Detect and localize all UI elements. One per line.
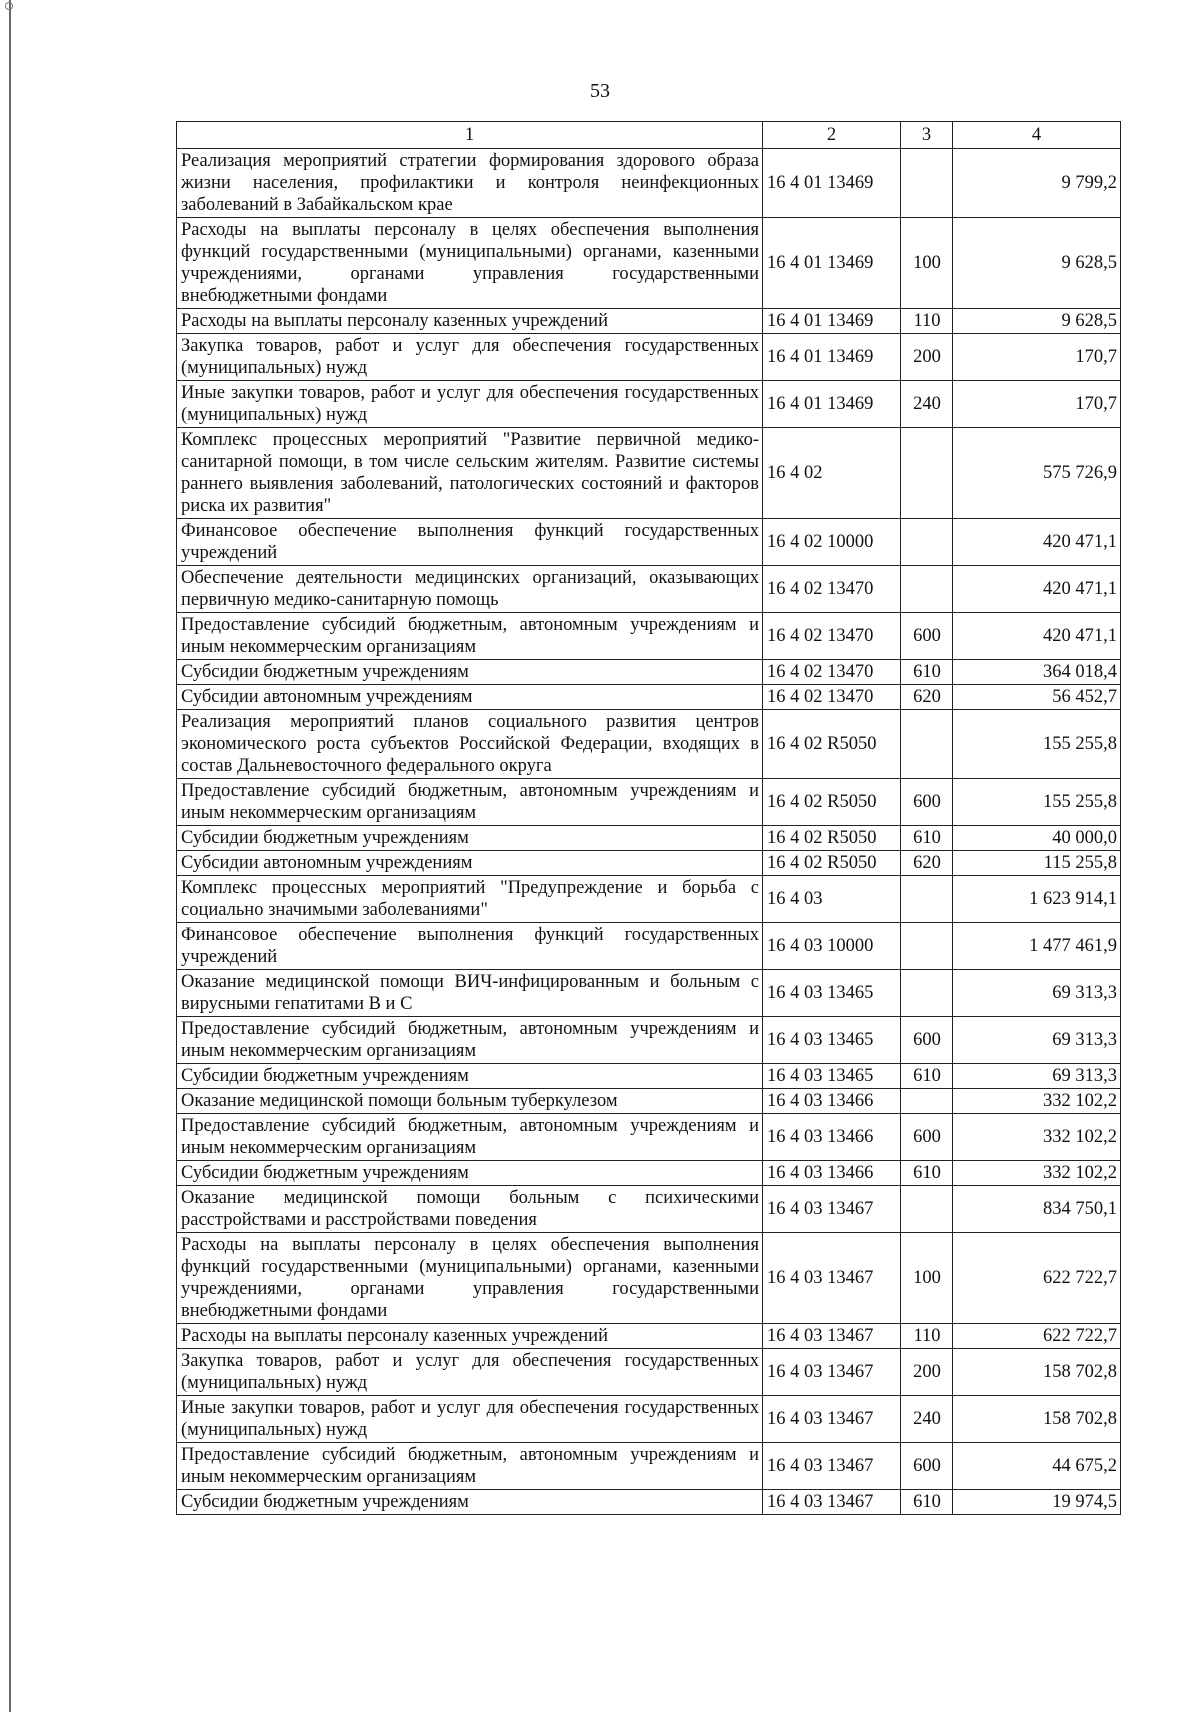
table-row [177, 1490, 1121, 1515]
row-expense-type-cell [901, 710, 953, 779]
row-expense-type-cell: 100 [901, 1233, 953, 1324]
row-expense-type-cell: 610 [901, 1161, 953, 1186]
table-row [177, 218, 1121, 309]
row-code-cell: 16 4 03 13467 [763, 1490, 901, 1515]
row-code-cell: 16 4 03 13466 [763, 1161, 901, 1186]
row-amount-cell: 155 255,8 [953, 779, 1121, 826]
row-code-cell: 16 4 03 13467 [763, 1443, 901, 1490]
row-amount-cell: 170,7 [953, 334, 1121, 381]
row-expense-type-cell [901, 566, 953, 613]
row-expense-type-cell: 620 [901, 851, 953, 876]
row-expense-type-cell: 610 [901, 1490, 953, 1515]
row-code-cell: 16 4 03 13465 [763, 1064, 901, 1089]
row-name-cell: Предоставление субсидий бюджетным, автономным учреждениям и иным некоммерческим организациям [177, 613, 763, 660]
row-name-cell: Расходы на выплаты персоналу в целях обеспечения выполнения функций государственными (муниципальными) органами, казенными учреждениями, органами управления государственными внебюджетными фондами [177, 1233, 763, 1324]
row-expense-type-cell [901, 519, 953, 566]
row-code-cell: 16 4 03 13466 [763, 1089, 901, 1114]
row-code-cell: 16 4 02 R5050 [763, 851, 901, 876]
table-row [177, 1324, 1121, 1349]
row-expense-type-cell: 600 [901, 1114, 953, 1161]
row-expense-type-cell: 200 [901, 1349, 953, 1396]
row-name-cell: Комплекс процессных мероприятий "Предупреждение и борьба с социально значимыми заболеваниями" [177, 876, 763, 923]
table-row [177, 519, 1121, 566]
row-amount-cell: 9 628,5 [953, 218, 1121, 309]
row-amount-cell: 9 628,5 [953, 309, 1121, 334]
row-code-cell: 16 4 02 R5050 [763, 826, 901, 851]
table-row [177, 779, 1121, 826]
row-expense-type-cell: 600 [901, 613, 953, 660]
table-row [177, 876, 1121, 923]
row-name-cell: Закупка товаров, работ и услуг для обеспечения государственных (муниципальных) нужд [177, 1349, 763, 1396]
row-expense-type-cell: 610 [901, 1064, 953, 1089]
row-amount-cell: 834 750,1 [953, 1186, 1121, 1233]
row-amount-cell: 56 452,7 [953, 685, 1121, 710]
page-number: 53 [590, 80, 610, 102]
row-name-cell: Расходы на выплаты персоналу казенных учреждений [177, 1324, 763, 1349]
row-amount-cell: 420 471,1 [953, 566, 1121, 613]
row-code-cell: 16 4 02 13470 [763, 660, 901, 685]
row-code-cell: 16 4 01 13469 [763, 149, 901, 218]
row-expense-type-cell: 600 [901, 779, 953, 826]
table-row [177, 1443, 1121, 1490]
row-name-cell: Реализация мероприятий стратегии формирования здорового образа жизни населения, профилактики и контроля неинфекционных заболеваний в Забайкальском крае [177, 149, 763, 218]
row-amount-cell: 332 102,2 [953, 1114, 1121, 1161]
table-row [177, 428, 1121, 519]
header-col-3: 3 [901, 122, 953, 149]
row-name-cell: Предоставление субсидий бюджетным, автономным учреждениям и иным некоммерческим организациям [177, 1443, 763, 1490]
row-name-cell: Реализация мероприятий планов социального развития центров экономического роста субъектов Российской Федерации, входящих в состав Дальневосточного федерального округа [177, 710, 763, 779]
row-expense-type-cell: 200 [901, 334, 953, 381]
row-amount-cell: 155 255,8 [953, 710, 1121, 779]
table-row [177, 923, 1121, 970]
row-code-cell: 16 4 03 13467 [763, 1233, 901, 1324]
row-name-cell: Субсидии бюджетным учреждениям [177, 660, 763, 685]
row-expense-type-cell: 110 [901, 309, 953, 334]
row-name-cell: Субсидии автономным учреждениям [177, 851, 763, 876]
header-col-2: 2 [763, 122, 901, 149]
row-expense-type-cell [901, 149, 953, 218]
row-name-cell: Финансовое обеспечение выполнения функций государственных учреждений [177, 519, 763, 566]
table-row [177, 1017, 1121, 1064]
row-expense-type-cell [901, 428, 953, 519]
table-row [177, 970, 1121, 1017]
row-expense-type-cell: 110 [901, 1324, 953, 1349]
row-amount-cell: 69 313,3 [953, 970, 1121, 1017]
row-amount-cell: 40 000,0 [953, 826, 1121, 851]
row-name-cell: Расходы на выплаты персоналу в целях обеспечения выполнения функций государственными (муниципальными) органами, казенными учреждениями, органами управления государственными внебюджетными фондами [177, 218, 763, 309]
row-name-cell: Закупка товаров, работ и услуг для обеспечения государственных (муниципальных) нужд [177, 334, 763, 381]
table-body [177, 149, 1121, 1515]
table-row [177, 1089, 1121, 1114]
table-row [177, 1233, 1121, 1324]
row-amount-cell: 69 313,3 [953, 1017, 1121, 1064]
row-code-cell: 16 4 03 13465 [763, 970, 901, 1017]
row-code-cell: 16 4 03 13467 [763, 1349, 901, 1396]
table-row [177, 613, 1121, 660]
row-code-cell: 16 4 03 13466 [763, 1114, 901, 1161]
table-row [177, 1349, 1121, 1396]
row-expense-type-cell: 240 [901, 1396, 953, 1443]
row-name-cell: Субсидии бюджетным учреждениям [177, 826, 763, 851]
row-name-cell: Предоставление субсидий бюджетным, автономным учреждениям и иным некоммерческим организациям [177, 1017, 763, 1064]
table-row [177, 685, 1121, 710]
row-expense-type-cell: 600 [901, 1443, 953, 1490]
row-code-cell: 16 4 01 13469 [763, 334, 901, 381]
table-row [177, 710, 1121, 779]
row-amount-cell: 19 974,5 [953, 1490, 1121, 1515]
table-row [177, 826, 1121, 851]
budget-table [176, 121, 1121, 1515]
row-name-cell: Оказание медицинской помощи ВИЧ-инфицированным и больным с вирусными гепатитами В и С [177, 970, 763, 1017]
row-expense-type-cell: 240 [901, 381, 953, 428]
row-amount-cell: 170,7 [953, 381, 1121, 428]
row-amount-cell: 158 702,8 [953, 1349, 1121, 1396]
row-name-cell: Комплекс процессных мероприятий "Развитие первичной медико-санитарной помощи, в том числе сельским жителям. Развитие системы раннего выявления заболеваний, патологических состояний и факторов риска их развития" [177, 428, 763, 519]
row-amount-cell: 9 799,2 [953, 149, 1121, 218]
row-code-cell: 16 4 03 13467 [763, 1396, 901, 1443]
row-expense-type-cell: 100 [901, 218, 953, 309]
table-row [177, 309, 1121, 334]
scan-edge-line [9, 0, 11, 1712]
row-code-cell: 16 4 03 13465 [763, 1017, 901, 1064]
row-code-cell: 16 4 02 10000 [763, 519, 901, 566]
table-row [177, 1064, 1121, 1089]
row-code-cell: 16 4 02 13470 [763, 566, 901, 613]
row-amount-cell: 69 313,3 [953, 1064, 1121, 1089]
row-name-cell: Оказание медицинской помощи больным с психическими расстройствами и расстройствами поведения [177, 1186, 763, 1233]
row-code-cell: 16 4 01 13469 [763, 218, 901, 309]
row-expense-type-cell: 610 [901, 826, 953, 851]
table-row [177, 1396, 1121, 1443]
row-name-cell: Финансовое обеспечение выполнения функций государственных учреждений [177, 923, 763, 970]
row-name-cell: Предоставление субсидий бюджетным, автономным учреждениям и иным некоммерческим организациям [177, 1114, 763, 1161]
header-col-4: 4 [953, 122, 1121, 149]
table-row [177, 660, 1121, 685]
row-expense-type-cell [901, 876, 953, 923]
table-row [177, 149, 1121, 218]
row-name-cell: Оказание медицинской помощи больным туберкулезом [177, 1089, 763, 1114]
row-code-cell: 16 4 03 13467 [763, 1324, 901, 1349]
row-expense-type-cell [901, 1186, 953, 1233]
row-code-cell: 16 4 02 R5050 [763, 779, 901, 826]
table-row [177, 334, 1121, 381]
row-amount-cell: 420 471,1 [953, 613, 1121, 660]
row-amount-cell: 332 102,2 [953, 1089, 1121, 1114]
row-code-cell: 16 4 01 13469 [763, 309, 901, 334]
row-amount-cell: 575 726,9 [953, 428, 1121, 519]
row-amount-cell: 1 623 914,1 [953, 876, 1121, 923]
row-amount-cell: 44 675,2 [953, 1443, 1121, 1490]
row-name-cell: Субсидии бюджетным учреждениям [177, 1490, 763, 1515]
scan-punch-mark [5, 2, 13, 10]
row-expense-type-cell: 620 [901, 685, 953, 710]
row-code-cell: 16 4 02 R5050 [763, 710, 901, 779]
table-row [177, 1114, 1121, 1161]
row-amount-cell: 622 722,7 [953, 1233, 1121, 1324]
row-name-cell: Субсидии бюджетным учреждениям [177, 1161, 763, 1186]
row-amount-cell: 364 018,4 [953, 660, 1121, 685]
row-amount-cell: 115 255,8 [953, 851, 1121, 876]
table-row [177, 381, 1121, 428]
row-expense-type-cell: 610 [901, 660, 953, 685]
table-row [177, 566, 1121, 613]
row-code-cell: 16 4 03 10000 [763, 923, 901, 970]
header-col-1: 1 [177, 122, 763, 149]
row-name-cell: Расходы на выплаты персоналу казенных учреждений [177, 309, 763, 334]
row-name-cell: Предоставление субсидий бюджетным, автономным учреждениям и иным некоммерческим организациям [177, 779, 763, 826]
row-amount-cell: 332 102,2 [953, 1161, 1121, 1186]
row-code-cell: 16 4 01 13469 [763, 381, 901, 428]
table-row [177, 851, 1121, 876]
row-name-cell: Иные закупки товаров, работ и услуг для обеспечения государственных (муниципальных) нужд [177, 381, 763, 428]
row-expense-type-cell [901, 970, 953, 1017]
table-row [177, 1186, 1121, 1233]
row-name-cell: Иные закупки товаров, работ и услуг для обеспечения государственных (муниципальных) нужд [177, 1396, 763, 1443]
row-name-cell: Обеспечение деятельности медицинских организаций, оказывающих первичную медико-санитарную помощь [177, 566, 763, 613]
row-name-cell: Субсидии автономным учреждениям [177, 685, 763, 710]
row-amount-cell: 158 702,8 [953, 1396, 1121, 1443]
row-code-cell: 16 4 03 13467 [763, 1186, 901, 1233]
row-amount-cell: 420 471,1 [953, 519, 1121, 566]
row-code-cell: 16 4 02 13470 [763, 685, 901, 710]
row-expense-type-cell [901, 923, 953, 970]
row-code-cell: 16 4 03 [763, 876, 901, 923]
row-code-cell: 16 4 02 13470 [763, 613, 901, 660]
table-row [177, 1161, 1121, 1186]
table-header-row [177, 122, 1121, 149]
row-expense-type-cell [901, 1089, 953, 1114]
row-amount-cell: 622 722,7 [953, 1324, 1121, 1349]
row-code-cell: 16 4 02 [763, 428, 901, 519]
row-name-cell: Субсидии бюджетным учреждениям [177, 1064, 763, 1089]
row-amount-cell: 1 477 461,9 [953, 923, 1121, 970]
row-expense-type-cell: 600 [901, 1017, 953, 1064]
